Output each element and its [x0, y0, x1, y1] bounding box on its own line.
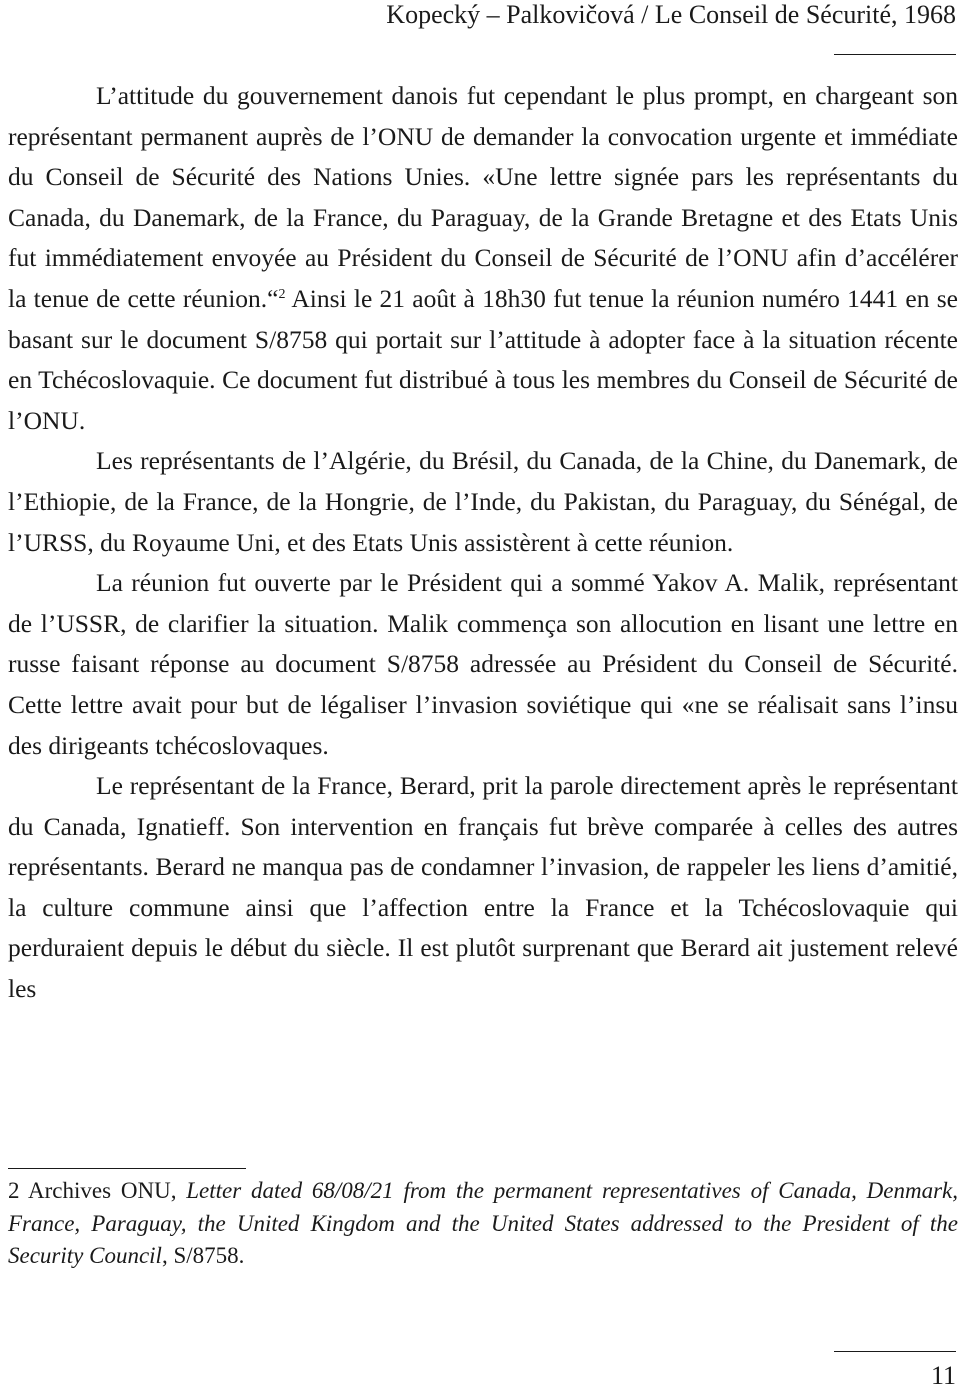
paragraph-3: La réunion fut ouverte par le Président qui a sommé Yakov A. Malik, représentant de l’USSR, de clarifier la situation. Malik commença son allocution en lisant une lettre en russe faisant réponse au document S/8758 adressée au Président du Conseil de Sécurité. Cette lettre avait pour but de légaliser l’invasion soviétique qui «ne se réalisait sans l’insu des dirigeants tchécoslovaques. [8, 568, 958, 760]
paragraph-1-text-a: L’attitude du gouvernement danois fut cependant le plus prompt, en chargeant son représentant permanent auprès de l’ONU de demander la convocation urgente et immédiate du Conseil de Sécurité des Nations Unies. «Une lettre signée pars les représentants du Canada, du Danemark, de la France, du Paraguay, de la Grande Bretagne et des Etats Unis fut immédiatement envoyée au Président du Conseil de Sécurité de l’ONU afin d’accélérer la tenue de cette réunion.“ [8, 81, 958, 313]
footnote-suffix: , S/8758. [161, 1243, 245, 1268]
paragraph-2: Les représentants de l’Algérie, du Brésil, du Canada, de la Chine, du Danemark, de l’Ethiopie, de la France, de la Hongrie, de l’Inde, du Pakistan, du Paraguay, du Sénégal, de l’URSS, du Royaume Uni, et des Etats Unis assistèrent à cette réunion. [8, 446, 958, 557]
running-header: Kopecký – Palkovičová / Le Conseil de Sécurité, 1968 [386, 0, 956, 29]
paragraph-4: Le représentant de la France, Berard, prit la parole directement après le représentant du Canada, Ignatieff. Son intervention en français fut brève comparée à celles des autres représentants. Berard ne manqua pas de condamner l’invasion, de rappeler les liens d’amitié, la culture commune ainsi que l’affection entre la France et la Tchécoslovaquie qui perduraient depuis le début du siècle. Il est plutôt surprenant que Berard ait justement relevé les [8, 771, 958, 1004]
paragraph-1-text-b: Ainsi le 21 août à 18h30 fut tenue la réunion numéro 1441 en se basant sur le document S/8758 qui portait sur l’attitude à adopter face à la situation récente en Tchécoslovaquie. Ce document fut distribué à tous les membres du Conseil de Sécurité de l’ONU. [8, 283, 959, 435]
footnote-title: Letter dated 68/08/21 from the permanent representatives of Canada, Denmark, France, Paraguay, the United Kingdom and the United States addressed to the President of the Security Council [8, 1178, 958, 1268]
header-rule [834, 54, 956, 55]
footnote [8, 1175, 958, 1273]
paragraph-1 [8, 76, 958, 441]
page-number: 11 [930, 1361, 956, 1390]
main-text [8, 76, 958, 1010]
page-number-rule [834, 1351, 956, 1352]
footnote-prefix: 2 Archives ONU, [8, 1178, 187, 1203]
footnote-reference[interactable]: 2 [278, 286, 286, 302]
footnote-rule [8, 1168, 246, 1169]
